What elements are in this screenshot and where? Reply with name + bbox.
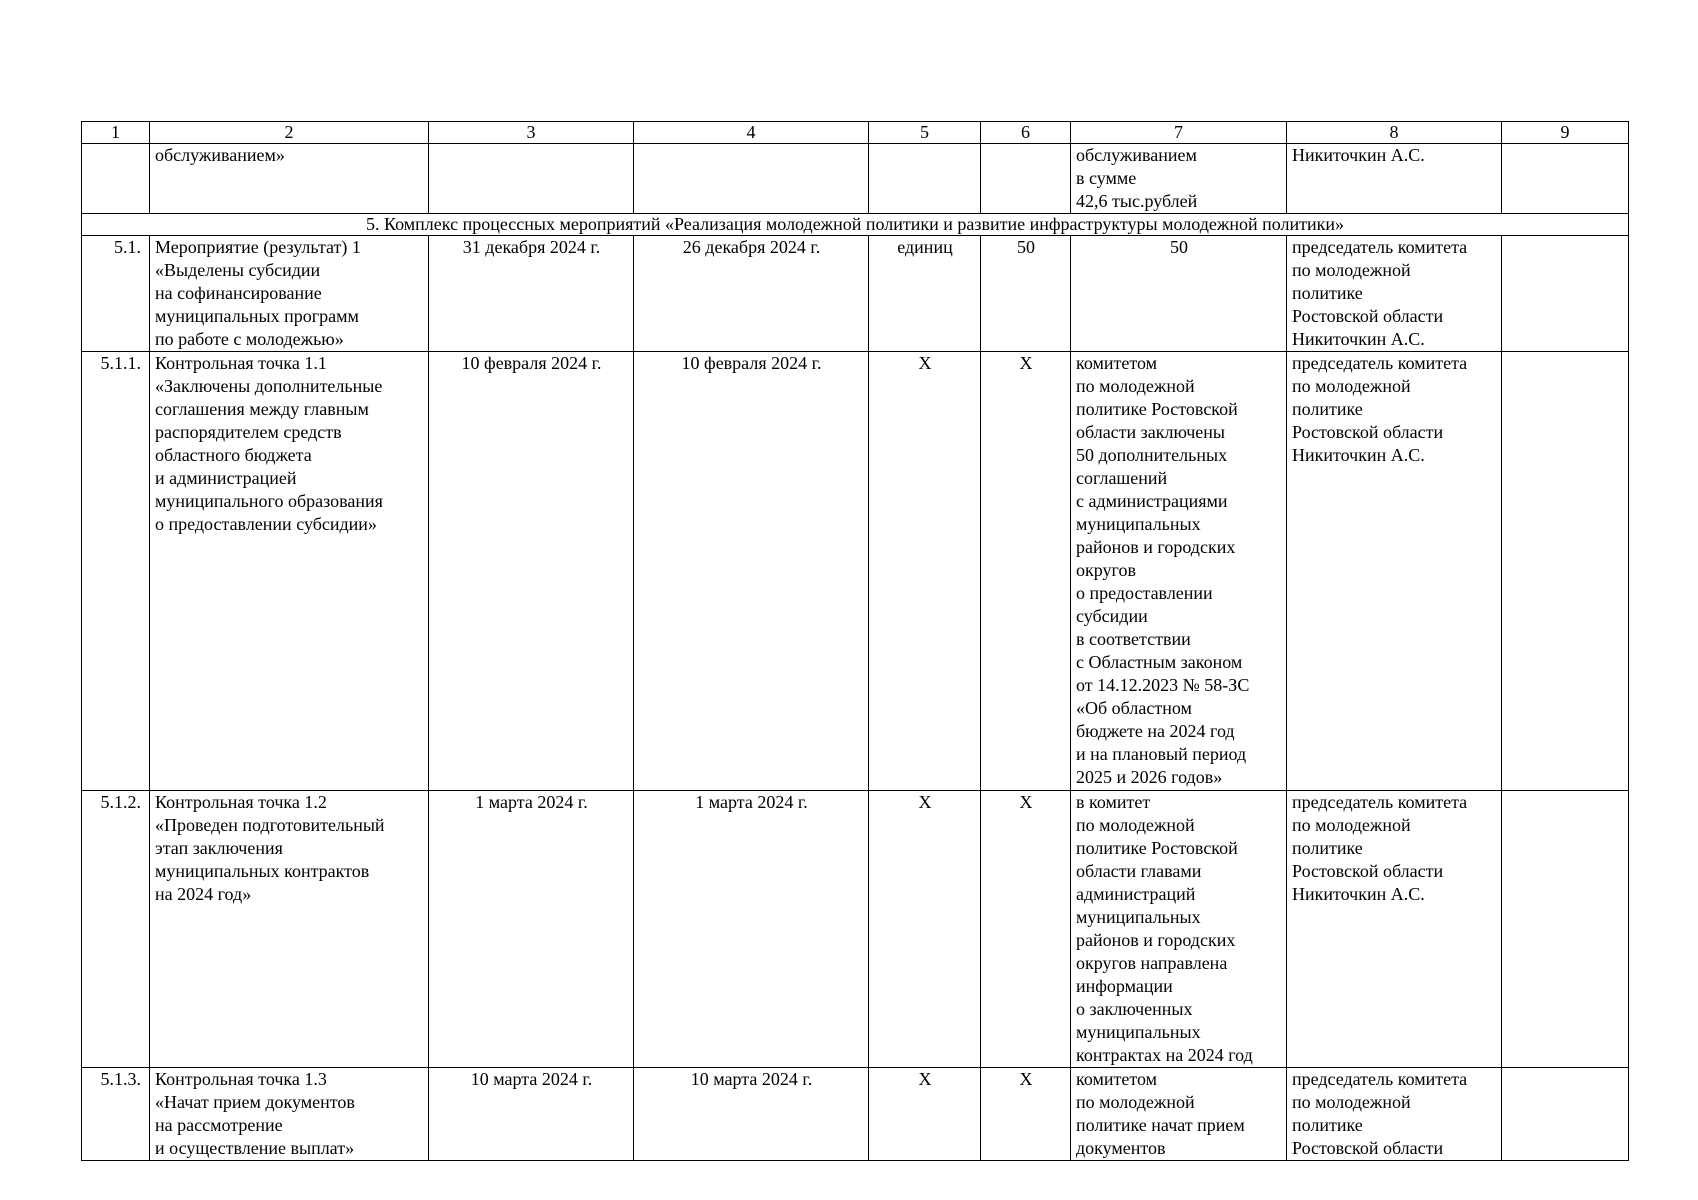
row-number-cell: 5.1.3. bbox=[82, 1068, 150, 1161]
note-cell bbox=[1502, 1068, 1629, 1161]
column-number-1: 1 bbox=[82, 122, 150, 144]
table-row bbox=[82, 791, 1629, 1068]
row-number-cell: 5.1.2. bbox=[82, 791, 150, 1068]
plan-value-cell bbox=[981, 144, 1071, 214]
plan-date-cell: 1 марта 2024 г. bbox=[429, 791, 634, 1068]
column-number-row bbox=[82, 122, 1629, 144]
section-row bbox=[82, 214, 1629, 236]
responsible-cell: Никиточкин А.С. bbox=[1287, 144, 1502, 214]
result-cell: в комитет по молодежной политике Ростовской области главами администраций муниципальных районов и городских округов направлена информации о заключенных муниципальных контрактах на 2024 год bbox=[1071, 791, 1287, 1068]
column-number-4: 4 bbox=[634, 122, 869, 144]
responsible-cell: председатель комитета по молодежной политике Ростовской области bbox=[1287, 1068, 1502, 1161]
column-number-9: 9 bbox=[1502, 122, 1629, 144]
section-title: 5. Комплекс процессных мероприятий «Реализация молодежной политики и развитие инфраструктуры молодежной политики» bbox=[82, 214, 1629, 236]
table-row-continued bbox=[82, 144, 1629, 214]
unit-cell: единиц bbox=[869, 236, 981, 352]
fact-date-cell bbox=[634, 144, 869, 214]
event-name-cell: обслуживанием» bbox=[150, 144, 429, 214]
fact-date-cell: 10 марта 2024 г. bbox=[634, 1068, 869, 1161]
event-name-cell: Мероприятие (результат) 1 «Выделены субсидии на софинансирование муниципальных программ по работе с молодежью» bbox=[150, 236, 429, 352]
fact-date-cell: 1 марта 2024 г. bbox=[634, 791, 869, 1068]
result-cell: обслуживанием в сумме 42,6 тыс.рублей bbox=[1071, 144, 1287, 214]
plan-value-cell: X bbox=[981, 1068, 1071, 1161]
column-number-8: 8 bbox=[1287, 122, 1502, 144]
unit-cell bbox=[869, 144, 981, 214]
report-table bbox=[81, 121, 1629, 1161]
column-number-3: 3 bbox=[429, 122, 634, 144]
note-cell bbox=[1502, 352, 1629, 791]
plan-date-cell: 10 февраля 2024 г. bbox=[429, 352, 634, 791]
row-number-cell: 5.1.1. bbox=[82, 352, 150, 791]
unit-cell: X bbox=[869, 791, 981, 1068]
event-name-cell: Контрольная точка 1.1 «Заключены дополнительные соглашения между главным распорядителем средств областного бюджета и администрацией муниципального образования о предоставлении субсидии» bbox=[150, 352, 429, 791]
note-cell bbox=[1502, 236, 1629, 352]
responsible-cell: председатель комитета по молодежной политике Ростовской области Никиточкин А.С. bbox=[1287, 236, 1502, 352]
result-cell: 50 bbox=[1071, 236, 1287, 352]
table-row bbox=[82, 352, 1629, 791]
column-number-7: 7 bbox=[1071, 122, 1287, 144]
fact-date-cell: 26 декабря 2024 г. bbox=[634, 236, 869, 352]
result-cell: комитетом по молодежной политике начат прием документов bbox=[1071, 1068, 1287, 1161]
plan-date-cell: 10 марта 2024 г. bbox=[429, 1068, 634, 1161]
result-cell: комитетом по молодежной политике Ростовской области заключены 50 дополнительных соглашений с администрациями муниципальных районов и городских округов о предоставлении субсидии в соответствии с Областным законом от 14.12.2023 № 58-ЗС «Об областном бюджете на 2024 год и на плановый период 2025 и 2026 годов» bbox=[1071, 352, 1287, 791]
plan-date-cell bbox=[429, 144, 634, 214]
plan-value-cell: X bbox=[981, 791, 1071, 1068]
plan-date-cell: 31 декабря 2024 г. bbox=[429, 236, 634, 352]
row-number-cell bbox=[82, 144, 150, 214]
table-row bbox=[82, 236, 1629, 352]
event-name-cell: Контрольная точка 1.3 «Начат прием документов на рассмотрение и осуществление выплат» bbox=[150, 1068, 429, 1161]
unit-cell: X bbox=[869, 1068, 981, 1161]
note-cell bbox=[1502, 144, 1629, 214]
column-number-2: 2 bbox=[150, 122, 429, 144]
responsible-cell: председатель комитета по молодежной политике Ростовской области Никиточкин А.С. bbox=[1287, 352, 1502, 791]
responsible-cell: председатель комитета по молодежной политике Ростовской области Никиточкин А.С. bbox=[1287, 791, 1502, 1068]
unit-cell: X bbox=[869, 352, 981, 791]
table-row bbox=[82, 1068, 1629, 1161]
plan-value-cell: X bbox=[981, 352, 1071, 791]
note-cell bbox=[1502, 791, 1629, 1068]
fact-date-cell: 10 февраля 2024 г. bbox=[634, 352, 869, 791]
plan-value-cell: 50 bbox=[981, 236, 1071, 352]
event-name-cell: Контрольная точка 1.2 «Проведен подготовительный этап заключения муниципальных контрактов на 2024 год» bbox=[150, 791, 429, 1068]
column-number-6: 6 bbox=[981, 122, 1071, 144]
column-number-5: 5 bbox=[869, 122, 981, 144]
row-number-cell: 5.1. bbox=[82, 236, 150, 352]
